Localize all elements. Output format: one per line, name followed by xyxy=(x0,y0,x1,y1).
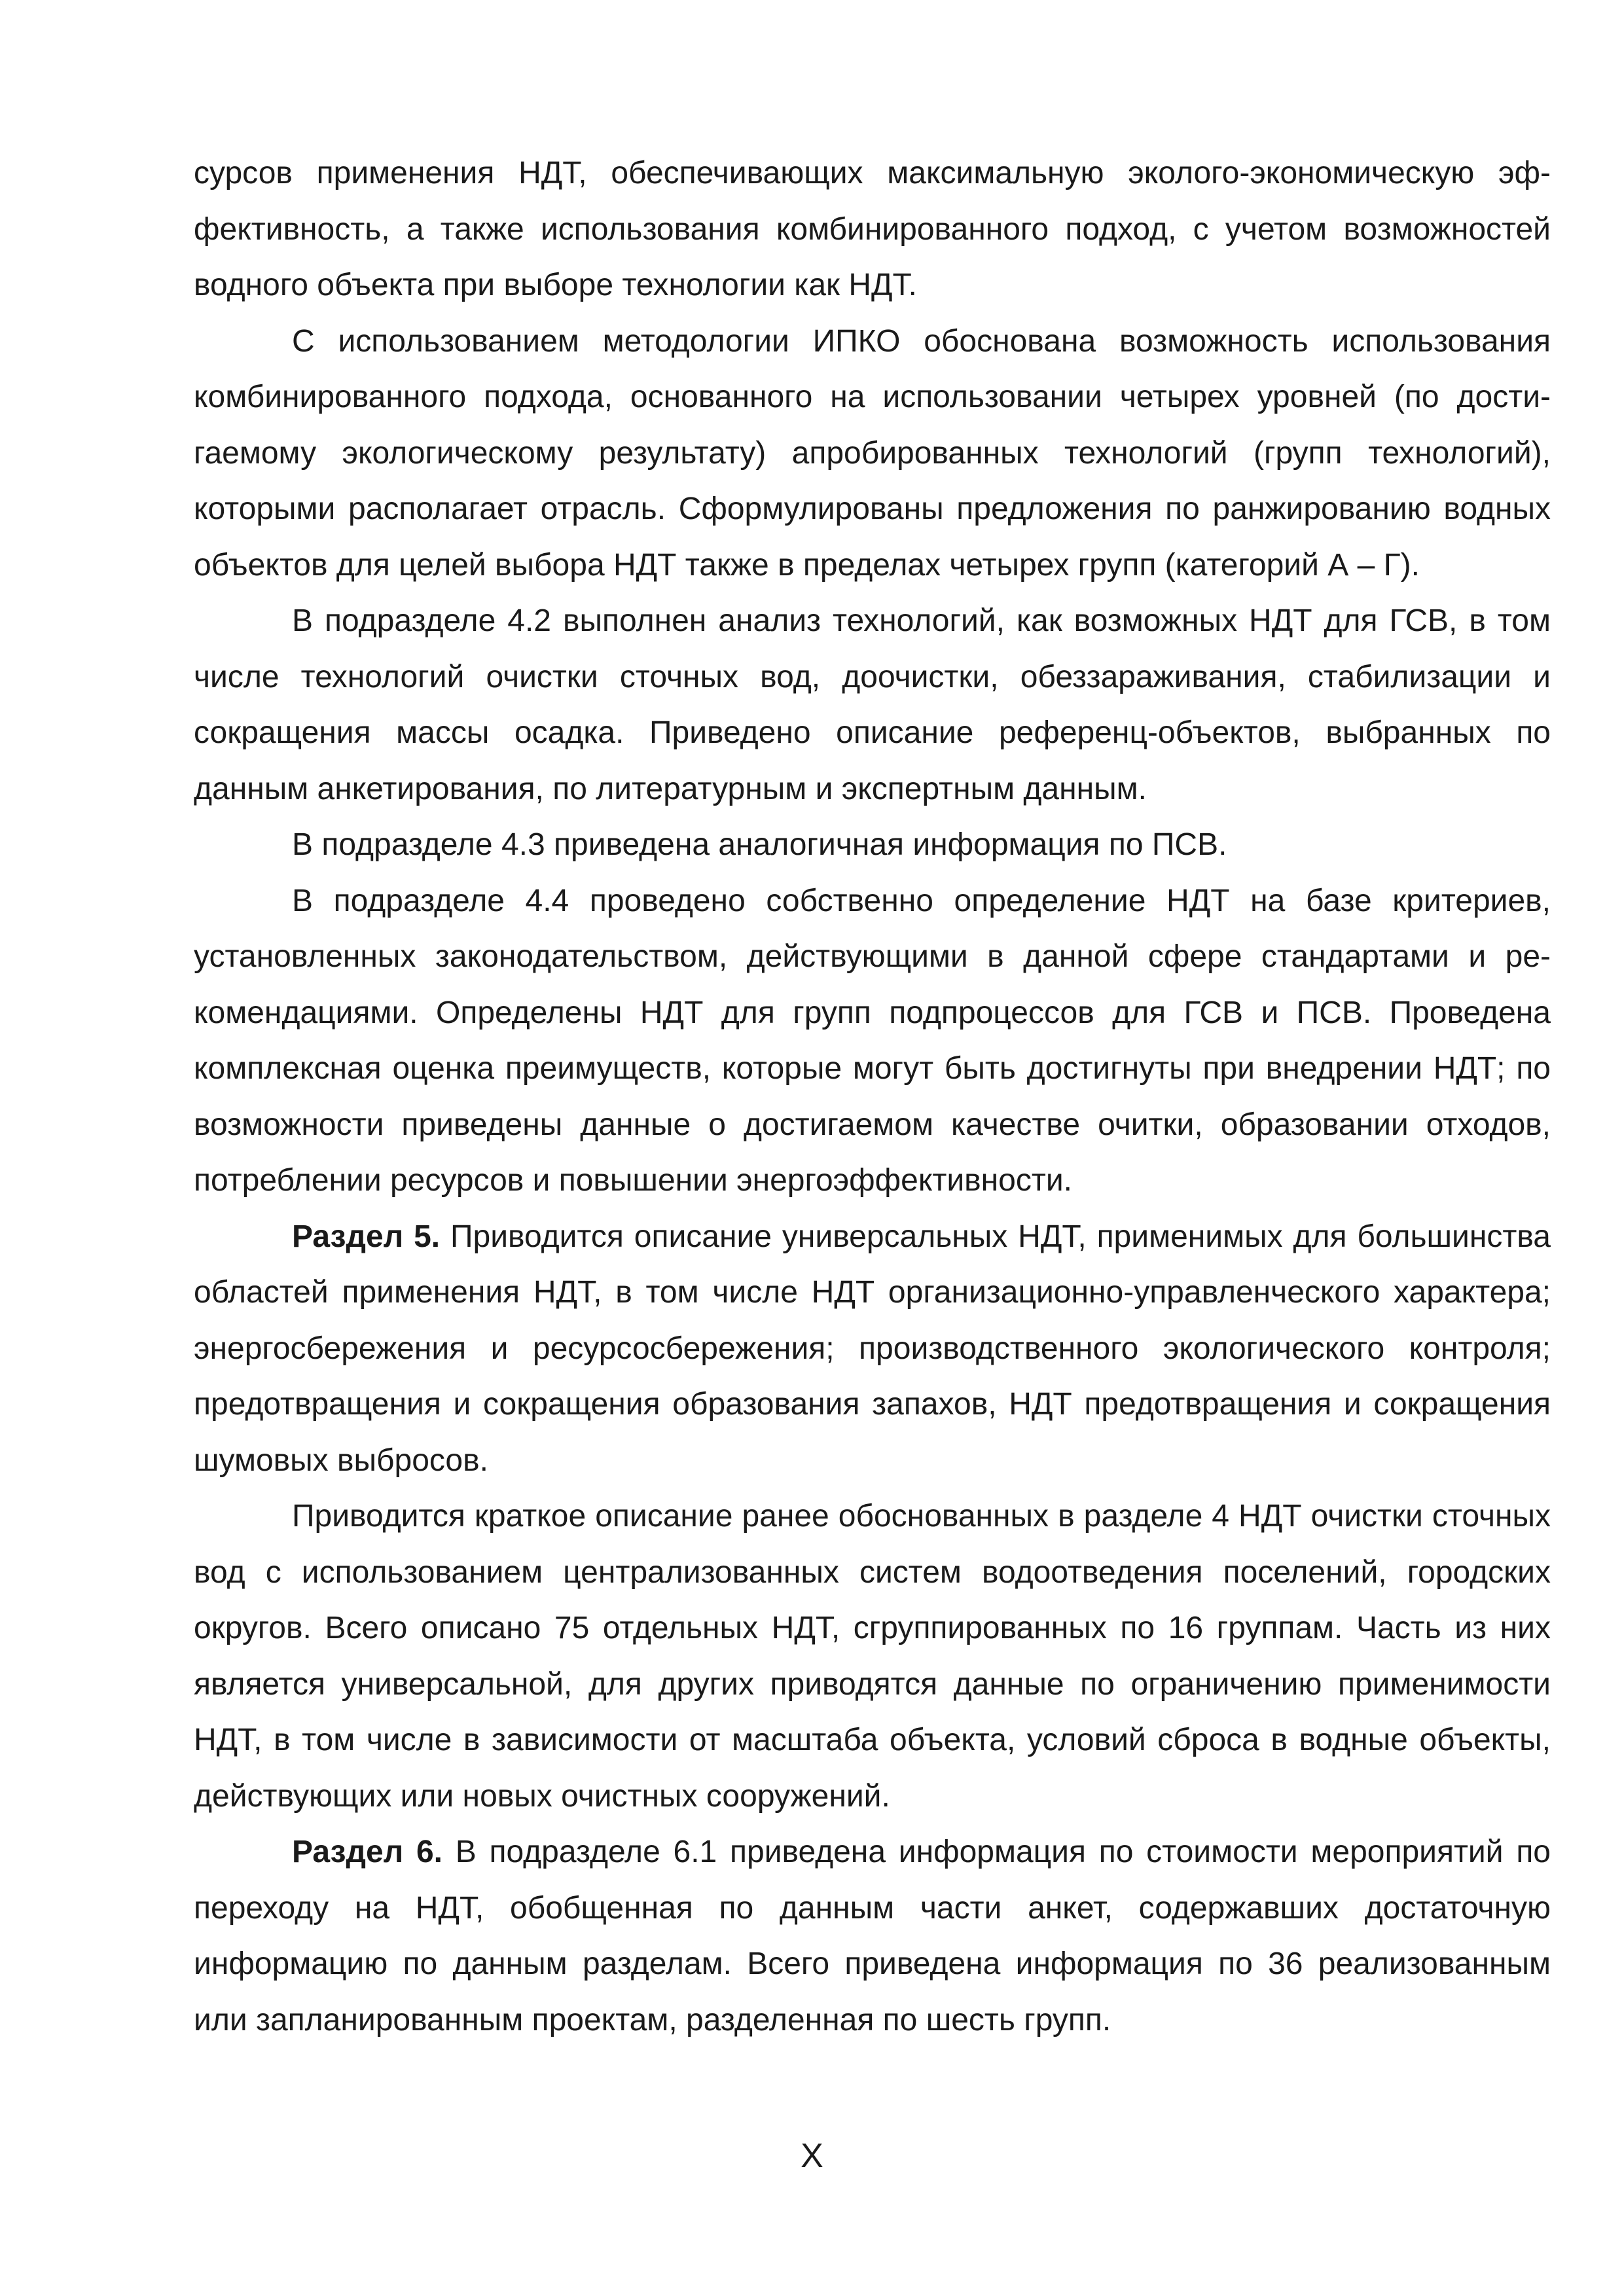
paragraph-text: Приводится краткое описание ранее обоснованных в разделе 4 НДТ очистки сточных вод с использованием централизованных систем водоотведения поселений, городских округов. Всего описано 75 отдельных НДТ, сгруппированных по 16 группам. Часть из них является универсальной, для других приводятся данные по ограничению применимости НДТ, в том числе в зависимости от масштаба объекта, условий сброса в водные объекты, действующих или новых очистных сооружений. xyxy=(194,1499,1551,1814)
paragraph-text: В подразделе 6.1 приведена информация по стоимости мероприятий по переходу на НДТ, обобщенная по данным части анкет, содержавших достаточную информацию по данным разделам. Всего приведена информация по 36 реализованным или запланированным проектам, разделенная по шесть групп. xyxy=(194,1835,1551,2037)
paragraph-text: С использованием методологии ИПКО обоснована возможность использования комбинированного подхода, основанного на использовании четырех уровней (по достигаемому экологическому результату) апробированных технологий (групп технологий), которыми располагает отрасль. Сформулированы предложения по ранжированию водных объектов для целей выбора НДТ также в пределах четырех групп (категорий А – Г). xyxy=(194,323,1551,583)
paragraph-subsection-4-4 xyxy=(194,873,1551,1209)
paragraph-section-6 xyxy=(194,1824,1551,2048)
paragraph-text: В подразделе 4.3 приведена аналогичная информация по ПСВ. xyxy=(292,827,1227,862)
page-number: X xyxy=(801,2137,823,2175)
paragraph-subsection-4-3 xyxy=(194,817,1551,873)
section-heading-5: Раздел 5. xyxy=(292,1219,441,1254)
paragraph-text: В подразделе 4.4 проведено собственно определение НДТ на базе критериев, установленных законодательством, действующими в данной сфере стандартами и рекомендациями. Определены НДТ для групп подпроцессов для ГСВ и ПСВ. Проведена комплексная оценка преимуществ, которые могут быть достигнуты при внедрении НДТ; по возможности приведены данные о достигаемом качестве очитки, образовании отходов, потреблении ресурсов и повышении энергоэффективности. xyxy=(194,883,1551,1198)
document-body xyxy=(194,145,1551,2048)
paragraph-text: В подразделе 4.2 выполнен анализ технологий, как возможных НДТ для ГСВ, в том числе технологий очистки сточных вод, доочистки, обеззараживания, стабилизации и сокращения массы осадка. Приведено описание референц-объектов, выбранных по данным анкетирования, по литературным и экспертным данным. xyxy=(194,603,1551,806)
paragraph-subsection-4-2 xyxy=(194,593,1551,817)
paragraph-continuation xyxy=(194,145,1551,314)
paragraph-section-5 xyxy=(194,1209,1551,1489)
paragraph-section-5-summary xyxy=(194,1488,1551,1824)
paragraph-text: сурсов применения НДТ, обеспечивающих максимальную эколого-экономическую эффективность, а также использования комбинированного подход, с учетом возможностей водного объекта при выборе технологии как НДТ. xyxy=(194,156,1551,302)
paragraph-methodology xyxy=(194,314,1551,594)
section-heading-6: Раздел 6. xyxy=(292,1835,442,1869)
paragraph-text: Приводится описание универсальных НДТ, применимых для большинства областей применения НДТ, в том числе НДТ организационно-управленческого характера; энергосбережения и ресурсосбережения; производственного экологического контроля; предотвращения и сокращения образования запахов, НДТ предотвращения и сокращения шумовых выбросов. xyxy=(194,1219,1551,1478)
